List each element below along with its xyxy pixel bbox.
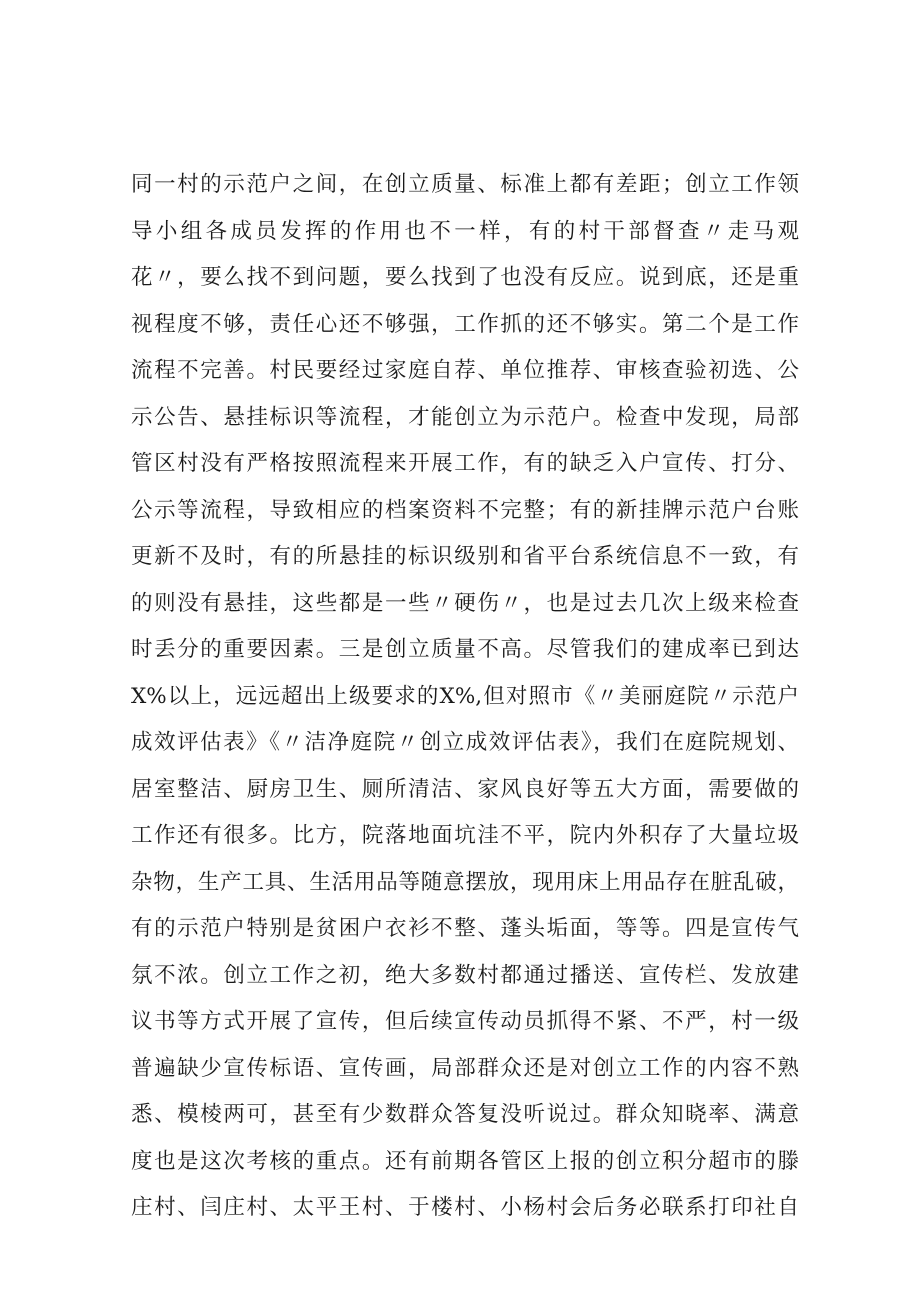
text-line: 导小组各成员发挥的作用也不一样，有的村干部督查〃走马观 [131,218,799,244]
text-line: 工作还有很多。比方，院落地面坑洼不平，院内外积存了大量垃圾 [131,823,799,848]
text-line: 示公告、悬挂标识等流程，才能创立为示范户。检查中发现，局部 [131,404,799,430]
text-line: 庄村、闫庄村、太平王村、于楼村、小杨村会后务必联系打印社自 [131,1195,799,1220]
text-line: 公示等流程，导致相应的档案资料不完整；有的新挂牌示范户台账 [131,497,799,523]
text-line: 时丢分的重要因素。三是创立质量不高。尽管我们的建成率已到达 [131,637,799,662]
text-line: 悉、模棱两可，甚至有少数群众答复没听说过。群众知晓率、满意 [131,1102,799,1127]
text-line: 成效评估表》《〃洁净庭院〃创立成效评估表》，我们在庭院规划、 [131,730,799,755]
body-paragraph [131,162,799,1232]
text-line: 更新不及时，有的所悬挂的标识级别和省平台系统信息不一致，有 [131,544,799,569]
text-line: 有的示范户特别是贫困户衣衫不整、蓬头垢面，等等。四是宣传气 [131,916,799,941]
text-line: 同一村的示范户之间，在创立质量、标准上都有差距；创立工作领 [131,172,799,197]
text-line: 度也是这次考核的重点。还有前期各管区上报的创立积分超市的滕 [131,1148,799,1174]
text-line: 居室整洁、厨房卫生、厕所清洁、家风良好等五大方面，需要做的 [131,776,799,802]
text-line: 管区村没有严格按照流程来开展工作，有的缺乏入户宣传、打分、 [131,451,799,476]
text-line: 视程度不够，责任心还不够强，工作抓的还不够实。第二个是工作 [131,311,799,337]
text-line: 流程不完善。村民要经过家庭自荐、单位推荐、审核查验初选、公 [131,358,799,383]
text-line: X%以上，远远超出上级要求的X%,但对照市《〃美丽庭院〃示范户 [131,683,799,709]
text-line: 花〃，要么找不到问题，要么找到了也没有反应。说到底，还是重 [131,265,799,290]
text-line: 杂物，生产工具、生活用品等随意摆放，现用床上用品存在脏乱破， [131,869,799,895]
text-line: 氛不浓。创立工作之初，绝大多数村都通过播送、宣传栏、发放建 [131,962,799,988]
text-line: 的则没有悬挂，这些都是一些〃硬伤〃，也是过去几次上级来检查 [131,590,799,616]
text-line: 议书等方式开展了宣传，但后续宣传动员抓得不紧、不严，村一级 [131,1009,799,1034]
text-line: 普遍缺少宣传标语、宣传画，局部群众还是对创立工作的内容不熟 [131,1055,799,1081]
